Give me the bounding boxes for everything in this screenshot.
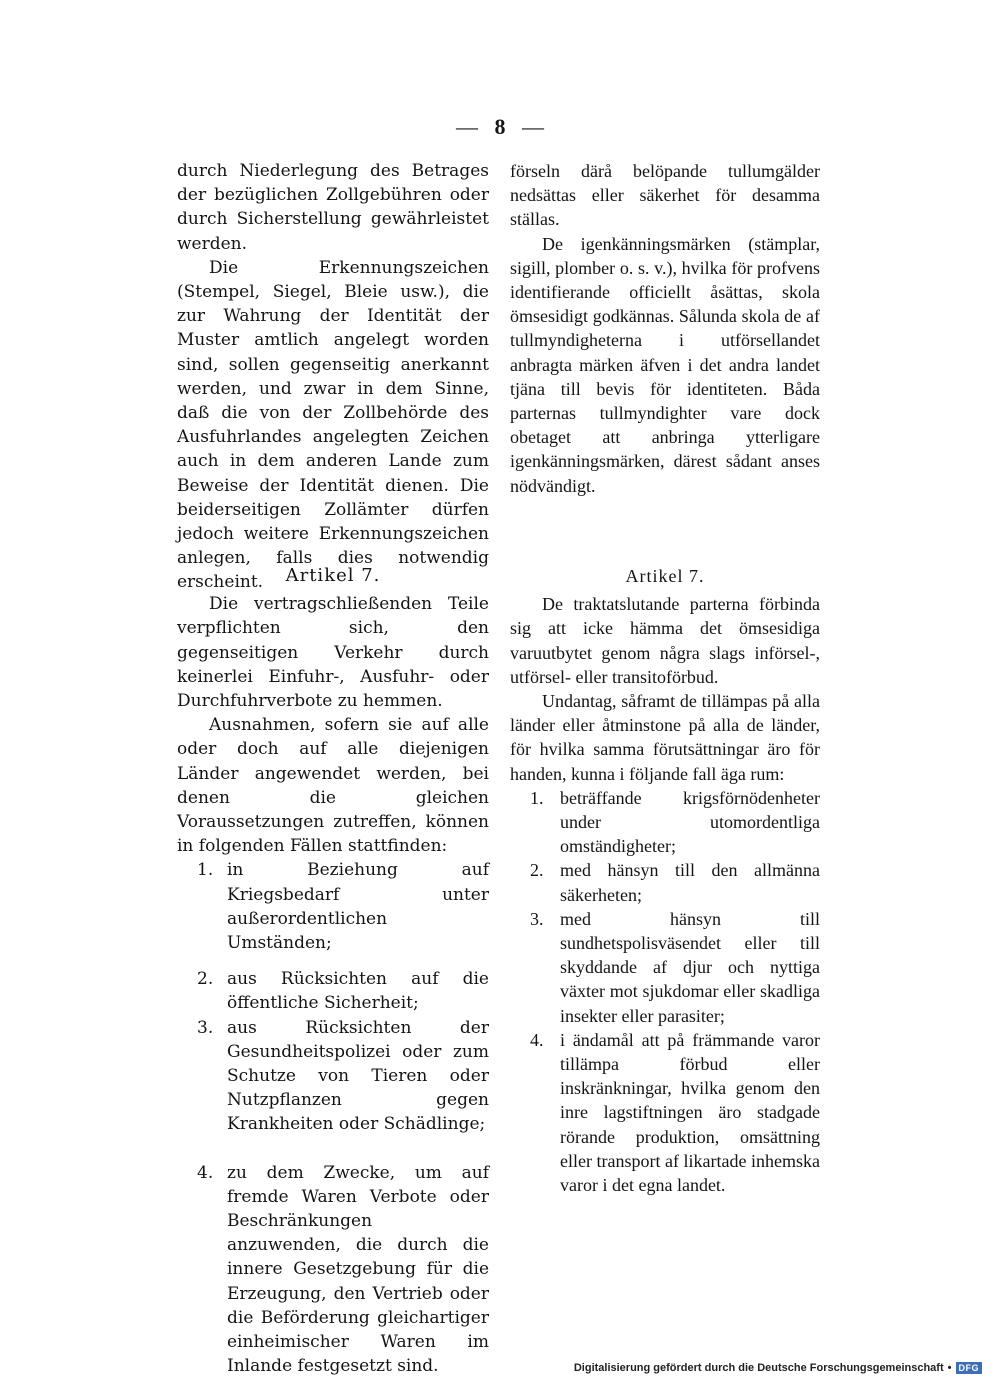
swedish-top-section	[510, 159, 820, 498]
swedish-top-paragraph-1: förseln därå belöpande tullumgälder nedsättas eller säkerhet för desamma ställas.	[510, 161, 820, 230]
swedish-article-paragraph-1: De traktatslutande parterna förbinda sig att icke hämma det ömsesidiga varuutbytet genom några slags införsel-, utförsel- eller transitoförbud.	[510, 594, 820, 687]
swedish-article-7	[510, 564, 820, 1197]
swedish-item-text: med hänsyn till den allmänna säkerheten;	[560, 860, 820, 905]
page-number-dash-left: —	[456, 114, 478, 139]
swedish-list-item-4	[510, 1028, 820, 1197]
german-list-item-4	[177, 1161, 489, 1379]
swedish-item-text: med hänsyn till sundhetspolisväsendet eller till skyddande af djur och nyttiga växter mot sjukdomar eller skadliga insekter eller parasiter;	[560, 908, 820, 1026]
german-top-paragraph-1: durch Niederlegung des Betrages der bezüglichen Zollgebühren oder durch Sicherstellung gewährleistet werden.	[177, 161, 489, 254]
footer-separator: •	[947, 1362, 952, 1374]
german-item-text: aus Rücksichten der Gesundheitspolizei oder zum Schutze von Tieren oder Nutzpflanzen gegen Krankheiten oder Schädlinge;	[227, 1017, 489, 1135]
swedish-top-paragraph-2: De igenkänningsmärken (stämplar, sigill, plomber o. s. v.), hvilka för profvens identifierande officiellt åsättas, skola ömsesidigt godkännas. Sålunda skola de af tullmyndigheterna i utförsellandet anbragta märken äfven i det andra landet tjäna till bevis för identiteten. Båda parternas tullmyndighter vare dock obetaget att anbringa ytterligare igenkänningsmärken, därest sådant anses nödvändigt.	[510, 233, 820, 496]
german-article-heading: Artikel 7.	[285, 565, 381, 586]
page-number-value: 8	[494, 114, 506, 139]
swedish-item-number: 3.	[530, 908, 544, 929]
german-list-item-1	[177, 858, 489, 955]
dfg-logo: DFG	[956, 1362, 983, 1374]
swedish-item-list	[510, 786, 820, 1197]
swedish-item-number: 4.	[530, 1029, 544, 1050]
swedish-list-item-2	[510, 858, 820, 906]
german-item-number: 4.	[197, 1162, 214, 1183]
footer-text: Digitalisierung gefördert durch die Deutsche Forschungsgemeinschaft	[573, 1362, 944, 1374]
german-article-paragraph-2: Ausnahmen, sofern sie auf alle oder doch auf alle diejenigen Länder angewendet werden, bei denen die gleichen Voraussetzungen zutreffen, können in folgenden Fällen stattfinden:	[177, 715, 489, 857]
swedish-article-paragraph-2: Undantag, såframt de tillämpas på alla länder eller åtminstone på alla de länder, för hvilka samma förutsättningar äro för handen, kunna i följande fall äga rum:	[510, 691, 820, 784]
german-item-number: 2.	[197, 969, 214, 990]
page-number	[0, 114, 1000, 140]
german-item-list	[177, 858, 489, 1378]
german-item-number: 1.	[197, 860, 214, 881]
german-top-section	[177, 159, 489, 595]
german-list-item-2	[177, 967, 489, 1015]
digitization-footer	[574, 1362, 982, 1374]
swedish-item-number: 1.	[530, 787, 544, 808]
swedish-item-number: 2.	[530, 860, 544, 881]
german-item-text: in Beziehung auf Kriegsbedarf unter außerordentlichen Umständen;	[227, 860, 489, 954]
swedish-article-heading: Artikel 7.	[625, 566, 705, 586]
german-article-paragraph-1: Die vertragschließenden Teile verpflichten sich, den gegenseitigen Verkehr durch keinerlei Einfuhr-, Ausfuhr- oder Durchfuhrverbote zu hemmen.	[177, 594, 489, 712]
german-item-number: 3.	[197, 1017, 214, 1038]
page-number-dash-right: —	[522, 114, 544, 139]
german-article-7	[177, 564, 489, 1379]
german-top-paragraph-2: Die Erkennungszeichen (Stempel, Siegel, Bleie usw.), die zur Wahrung der Identität der Muster amtlich angelegt worden sind, sollen gegenseitig anerkannt werden, und zwar in dem Sinne, daß die von der Zollbehörde des Ausfuhrlandes angelegten Zeichen auch in dem anderen Lande zum Beweise der Identität dienen. Die beiderseitigen Zollämter dürfen jedoch weitere Erkennungszeichen anlegen, falls dies notwendig erscheint.	[177, 257, 489, 593]
swedish-item-text: beträffande krigsförnödenheter under utomordentliga omständigheter;	[560, 787, 820, 857]
german-item-text: aus Rücksichten auf die öffentliche Sicherheit;	[227, 969, 489, 1014]
german-list-item-3	[177, 1016, 489, 1137]
german-item-text: zu dem Zwecke, um auf fremde Waren Verbote oder Beschränkungen anzuwenden, die durch die innere Gesetzgebung für die Erzeugung, den Vertrieb oder die Beförderung gleichartiger einheimischer Waren im Inlande festgesetzt sind.	[227, 1162, 489, 1377]
swedish-list-item-1	[510, 786, 820, 859]
swedish-list-item-3	[510, 907, 820, 1028]
swedish-item-text: i ändamål att på främmande varor tillämpa förbud eller inskränkningar, hvilka genom den inre lagstiftningen äro stadgade rörande produktion, omsättning eller transport af likartade inhemska varor i det egna landet.	[560, 1029, 820, 1196]
